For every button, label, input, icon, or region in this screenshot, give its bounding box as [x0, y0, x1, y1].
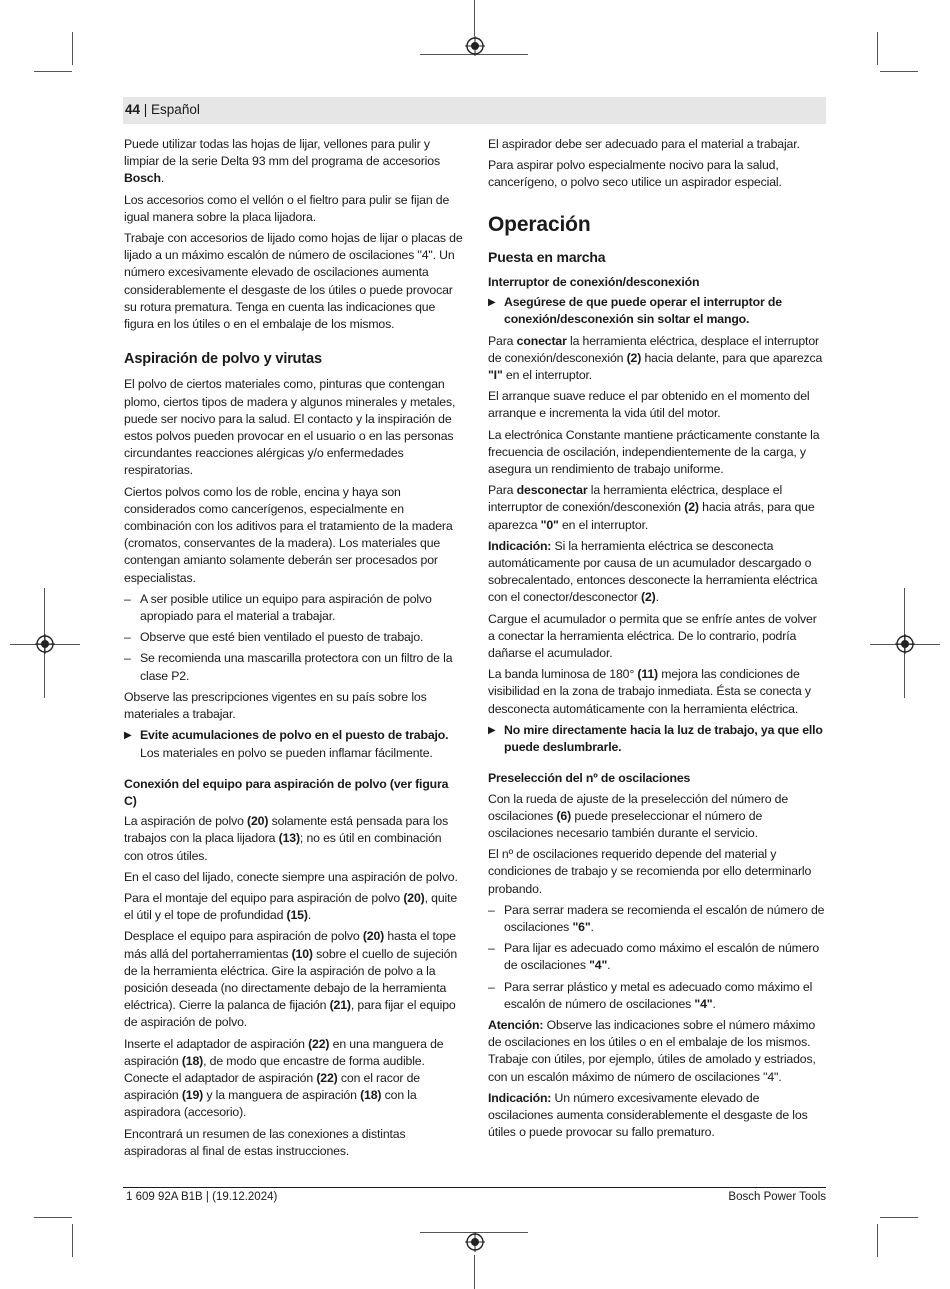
crop-mark — [474, 0, 475, 36]
crop-mark — [880, 71, 918, 72]
paragraph: Desplace el equipo para aspiración de polvo (20) hasta el tope más allá del portaherramientas (10) sobre el cuello de sujeción de la herramienta eléctrica. Gire la aspiración de polvo a la posición deseada (no directamente debajo de la herramienta eléctrica). Cierre la palanca de fijación (21), para fijar el equipo de aspiración de polvo. — [124, 929, 458, 1030]
safety-warning: ▶ Asegúrese de que puede operar el interruptor de conexión/desconexión sin soltar el mango. — [488, 295, 782, 327]
footer-rule — [123, 1187, 826, 1188]
crop-mark — [880, 1217, 918, 1218]
paragraph: La banda luminosa de 180° (11) mejora las condiciones de visibilidad en la zona de trabajo inmediata. Ésta se conecta y desconecta automáticamente con la herramienta eléctrica. — [488, 667, 811, 716]
safety-warning: ▶ Evite acumulaciones de polvo en el puesto de trabajo. Los materiales en polvo se pueden inflamar fácilmente. — [124, 728, 449, 760]
paragraph: Puede utilizar todas las hojas de lijar, vellones para pulir y limpiar de la serie Delta 93 mm del programa de accesorios Bosch. — [124, 137, 440, 186]
paragraph: En el caso del lijado, conecte siempre una aspiración de polvo. — [124, 869, 458, 884]
paragraph: Conecte el adaptador de aspiración (22) con el racor de aspiración (19) y la manguera de aspiración (18) con la aspiradora (accesorio). — [124, 1070, 420, 1120]
list-item: – Para lijar es adecuado como máximo el escalón de número de oscilaciones "4". — [488, 940, 826, 974]
page-header-text: 44 | Español — [125, 102, 200, 117]
paragraph: El polvo de ciertos materiales como, pinturas que contengan plomo, ciertos tipos de madera y algunos minerales y metales, puede ser nocivo para la salud. El contacto y la inspiración de estos polvos pueden provocar en el usuario o en las personas circundantes reacciones alérgicas y/o enfermedades respiratorias. — [124, 377, 456, 478]
page-header — [123, 97, 826, 124]
paragraph: Ciertos polvos como los de roble, encina y haya son considerados como cancerígenos, especialmente en combinación con los aditivos para el tratamiento de la madera (cromatos, conservantes de la madera). Los materiales que contengan amianto solamente deberán ser procesados por especialistas. — [124, 484, 453, 585]
list-item: – Se recomienda una mascarilla protectora con un filtro de la clase P2. — [124, 650, 464, 684]
paragraph: El aspirador debe ser adecuado para el material a trabajar. — [488, 137, 800, 151]
oscillation-list — [488, 902, 826, 1013]
list-item: – Observe que esté bien ventilado el puesto de trabajo. — [124, 629, 464, 646]
paragraph: Indicación: Un número excesivamente elevado de oscilaciones aumenta considerablemente el desgaste de los útiles o puede provocar su fallo prematuro. — [488, 1090, 808, 1140]
paragraph: Atención: Observe las indicaciones sobre el número máximo de oscilaciones en los útiles o en el embalaje de los mismos. Trabaje con útiles, por ejemplo, útiles de amolado y estriados, con un escalón máximo de número de oscilaciones "4". — [488, 1017, 816, 1084]
paragraph: Trabaje con accesorios de lijado como hojas de lijar o placas de lijado a un máximo escalón de número de oscilaciones "4". Un número excesivamente elevado de oscilaciones aumenta considerablemente el desgaste de los útiles o puede provocar su rotura prematura. Tenga en cuenta las indicaciones que figura en los útiles o en el embalaje de los mismos. — [124, 231, 463, 332]
crop-mark — [877, 1224, 878, 1257]
paragraph: Los accesorios como el vellón o el fieltro para pulir se fijan de igual manera sobre la placa lijadora. — [124, 192, 450, 224]
dust-list — [124, 591, 464, 685]
warning-triangle-icon: ▶ — [124, 730, 132, 742]
section-heading-operation: Operación — [488, 212, 591, 236]
footer-brand: Bosch Power Tools — [728, 1191, 826, 1203]
paragraph: El arranque suave reduce el par obtenido en el momento del arranque e incrementa la vida útil del motor. — [488, 389, 810, 421]
paragraph: Para desconectar la herramienta eléctrica, desplace el interruptor de conexión/desconexión (2) hacia atrás, para que aparezca "0" en el interruptor. — [488, 483, 815, 532]
crop-mark — [72, 1224, 73, 1257]
crop-mark — [34, 1217, 72, 1218]
right-column — [488, 136, 826, 1145]
left-column — [124, 136, 464, 1164]
crop-mark — [877, 32, 878, 65]
crop-mark — [474, 1255, 475, 1289]
paragraph: El nº de oscilaciones requerido depende del material y condiciones de trabajo y se recomienda por ello determinarlo probando. — [488, 847, 812, 896]
registration-mark-icon — [35, 634, 55, 654]
header-language: Español — [151, 102, 200, 117]
list-item: – A ser posible utilice un equipo para aspiración de polvo apropiado para el material a trabajar. — [124, 591, 464, 625]
crop-mark — [72, 32, 73, 65]
footer-doc-id: 1 609 92A B1B | (19.12.2024) — [126, 1191, 278, 1203]
registration-mark-icon — [895, 634, 915, 654]
registration-mark-icon — [465, 1232, 485, 1252]
subsection-heading-connection: Conexión del equipo para aspiración de polvo (ver figura C) — [124, 776, 449, 808]
paragraph: Indicación: Si la herramienta eléctrica se desconecta automáticamente por causa de un acumulador descargado o sobrecalentado, entonces desconecte la herramienta eléctrica con el conector/desconector (2). — [488, 538, 818, 605]
page-number: 44 — [125, 102, 141, 117]
warning-triangle-icon: ▶ — [488, 297, 496, 309]
paragraph: Observe las prescripciones vigentes en su país sobre los materiales a trabajar. — [124, 689, 427, 722]
registration-mark-icon — [465, 36, 485, 56]
paragraph: Encontrará un resumen de las conexiones a distintas aspiradoras al final de estas instrucciones. — [124, 1126, 406, 1158]
paragraph: Para el montaje del equipo para aspiración de polvo (20), quite el útil y el tope de profundidad (15). — [124, 890, 458, 923]
paragraph: Para aspirar polvo especialmente nocivo para la salud, cancerígeno, o polvo seco utilice un aspirador especial. — [488, 158, 782, 190]
paragraph: Cargue el acumulador o permita que se enfríe antes de volver a conectar la herramienta eléctrica. De lo contrario, podría dañarse el acumulador. — [488, 611, 817, 661]
crop-mark — [34, 71, 72, 72]
paragraph: Con la rueda de ajuste de la preselección del número de oscilaciones (6) puede preseleccionar el número de oscilaciones necesario también durante el servicio. — [488, 791, 789, 840]
safety-warning: ▶ No mire directamente hacia la luz de trabajo, ya que ello puede deslumbrarle. — [488, 722, 823, 755]
subsection-heading-start: Puesta en marcha — [488, 248, 606, 265]
paragraph: Inserte el adaptador de aspiración (22) en una manguera de aspiración (18), de modo que encastre de forma audible. — [124, 1036, 444, 1068]
warning-triangle-icon: ▶ — [488, 724, 496, 736]
paragraph: La electrónica Constante mantiene prácticamente constante la frecuencia de oscilación, independientemente de la carga, y asegura un rendimiento de trabajo uniforme. — [488, 427, 820, 477]
subsection-heading-switch: Interruptor de conexión/desconexión — [488, 275, 700, 290]
paragraph: La aspiración de polvo (20) solamente está pensada para los trabajos con la placa lijadora (13); no es útil en combinación con otros útiles. — [124, 814, 449, 863]
list-item: – Para serrar plástico y metal es adecuado como máximo el escalón de número de oscilaciones "4". — [488, 979, 826, 1013]
paragraph: Para conectar la herramienta eléctrica, desplace el interruptor de conexión/desconexión (2) hacia delante, para que aparezca "I" en el interruptor. — [488, 333, 823, 383]
subsection-heading-preselection: Preselección del nº de oscilaciones — [488, 771, 691, 786]
section-heading-dust: Aspiración de polvo y virutas — [124, 351, 322, 368]
list-item: – Para serrar madera se recomienda el escalón de número de oscilaciones "6". — [488, 902, 826, 936]
